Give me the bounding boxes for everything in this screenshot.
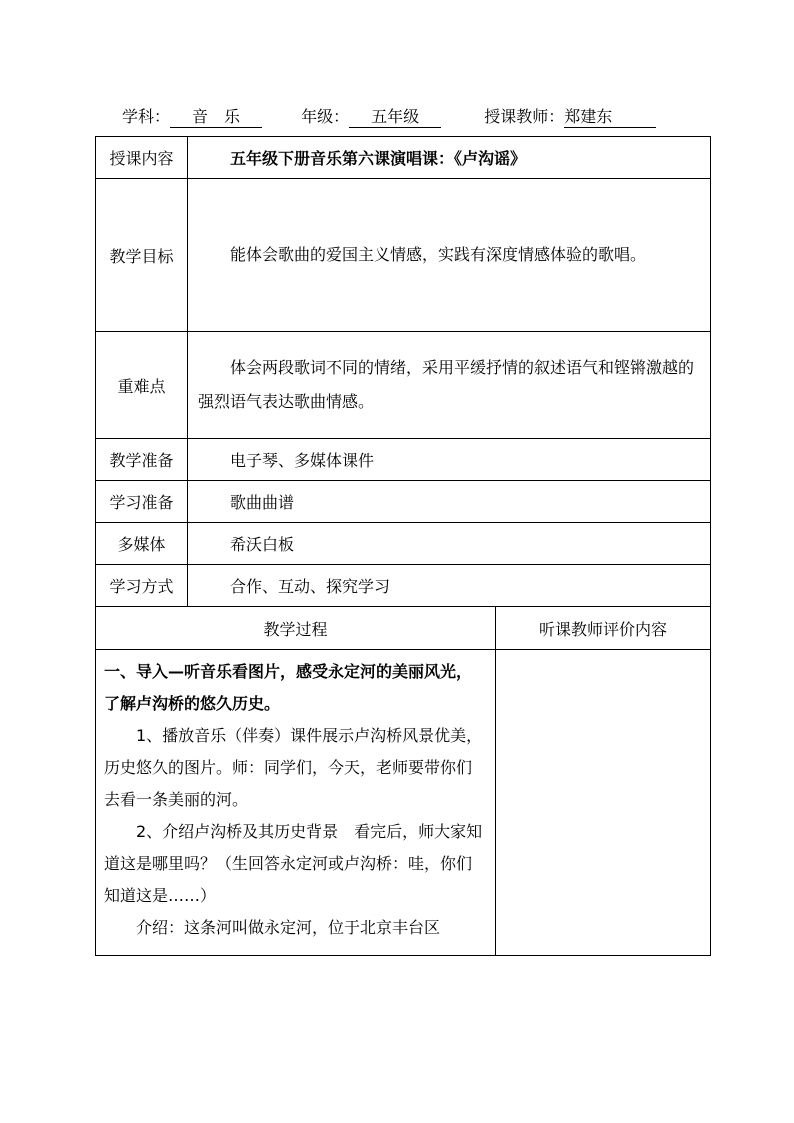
row-goal [96, 179, 711, 332]
subject-label: 学科： [122, 107, 171, 126]
grade-value: 五年级 [349, 108, 441, 128]
row-difficulty [96, 332, 711, 439]
row-media [96, 523, 711, 565]
eval-content [496, 650, 711, 956]
learn-prep-label: 学习准备 [96, 481, 188, 523]
process-heading: 一、导入—听音乐看图片，感受永定河的美丽风光，了解卢沟桥的悠久历史。 [104, 662, 473, 713]
row-method [96, 565, 711, 607]
process-step-1: 1、播放音乐（伴奏）课件展示卢沟桥风景优美，历史悠久的图片。师：同学们，今天，老师要带你们去看一条美丽的河。 [104, 726, 483, 809]
process-content [96, 650, 496, 956]
process-header: 教学过程 [96, 607, 496, 650]
row-learn-prep [96, 481, 711, 523]
method-value: 合作、互动、探究学习 [188, 565, 711, 607]
goal-value: 能体会歌曲的爱国主义情感，实践有深度情感体验的歌唱。 [188, 179, 711, 332]
document-header [122, 104, 656, 128]
teach-prep-label: 教学准备 [96, 439, 188, 481]
process-step-3: 介绍：这条河叫做永定河，位于北京丰台区 [136, 918, 441, 937]
media-value: 希沃白板 [188, 523, 711, 565]
difficulty-value: 体会两段歌词不同的情绪，采用平缓抒情的叙述语气和铿锵激越的强烈语气表达歌曲情感。 [188, 332, 711, 439]
difficulty-label: 重难点 [96, 332, 188, 439]
content-value: 五年级下册音乐第六课演唱课：《卢沟谣》 [188, 137, 711, 179]
method-label: 学习方式 [96, 565, 188, 607]
process-step-2: 2、介绍卢沟桥及其历史背景 看完后，师大家知道这是哪里吗？（生回答永定河或卢沟桥：哇，你们知道这是……） [104, 822, 483, 905]
row-content [96, 137, 711, 179]
teacher-value: 郑建东 [564, 108, 656, 128]
teacher-label: 授课教师： [484, 107, 565, 126]
row-process-header [96, 607, 711, 650]
lesson-plan-table [95, 136, 711, 956]
grade-label: 年级： [301, 107, 350, 126]
teach-prep-value: 电子琴、多媒体课件 [188, 439, 711, 481]
eval-header: 听课教师评价内容 [496, 607, 711, 650]
content-label: 授课内容 [96, 137, 188, 179]
row-teach-prep [96, 439, 711, 481]
goal-label: 教学目标 [96, 179, 188, 332]
row-process-body [96, 650, 711, 956]
learn-prep-value: 歌曲曲谱 [188, 481, 711, 523]
media-label: 多媒体 [96, 523, 188, 565]
subject-value: 音 乐 [170, 108, 262, 128]
